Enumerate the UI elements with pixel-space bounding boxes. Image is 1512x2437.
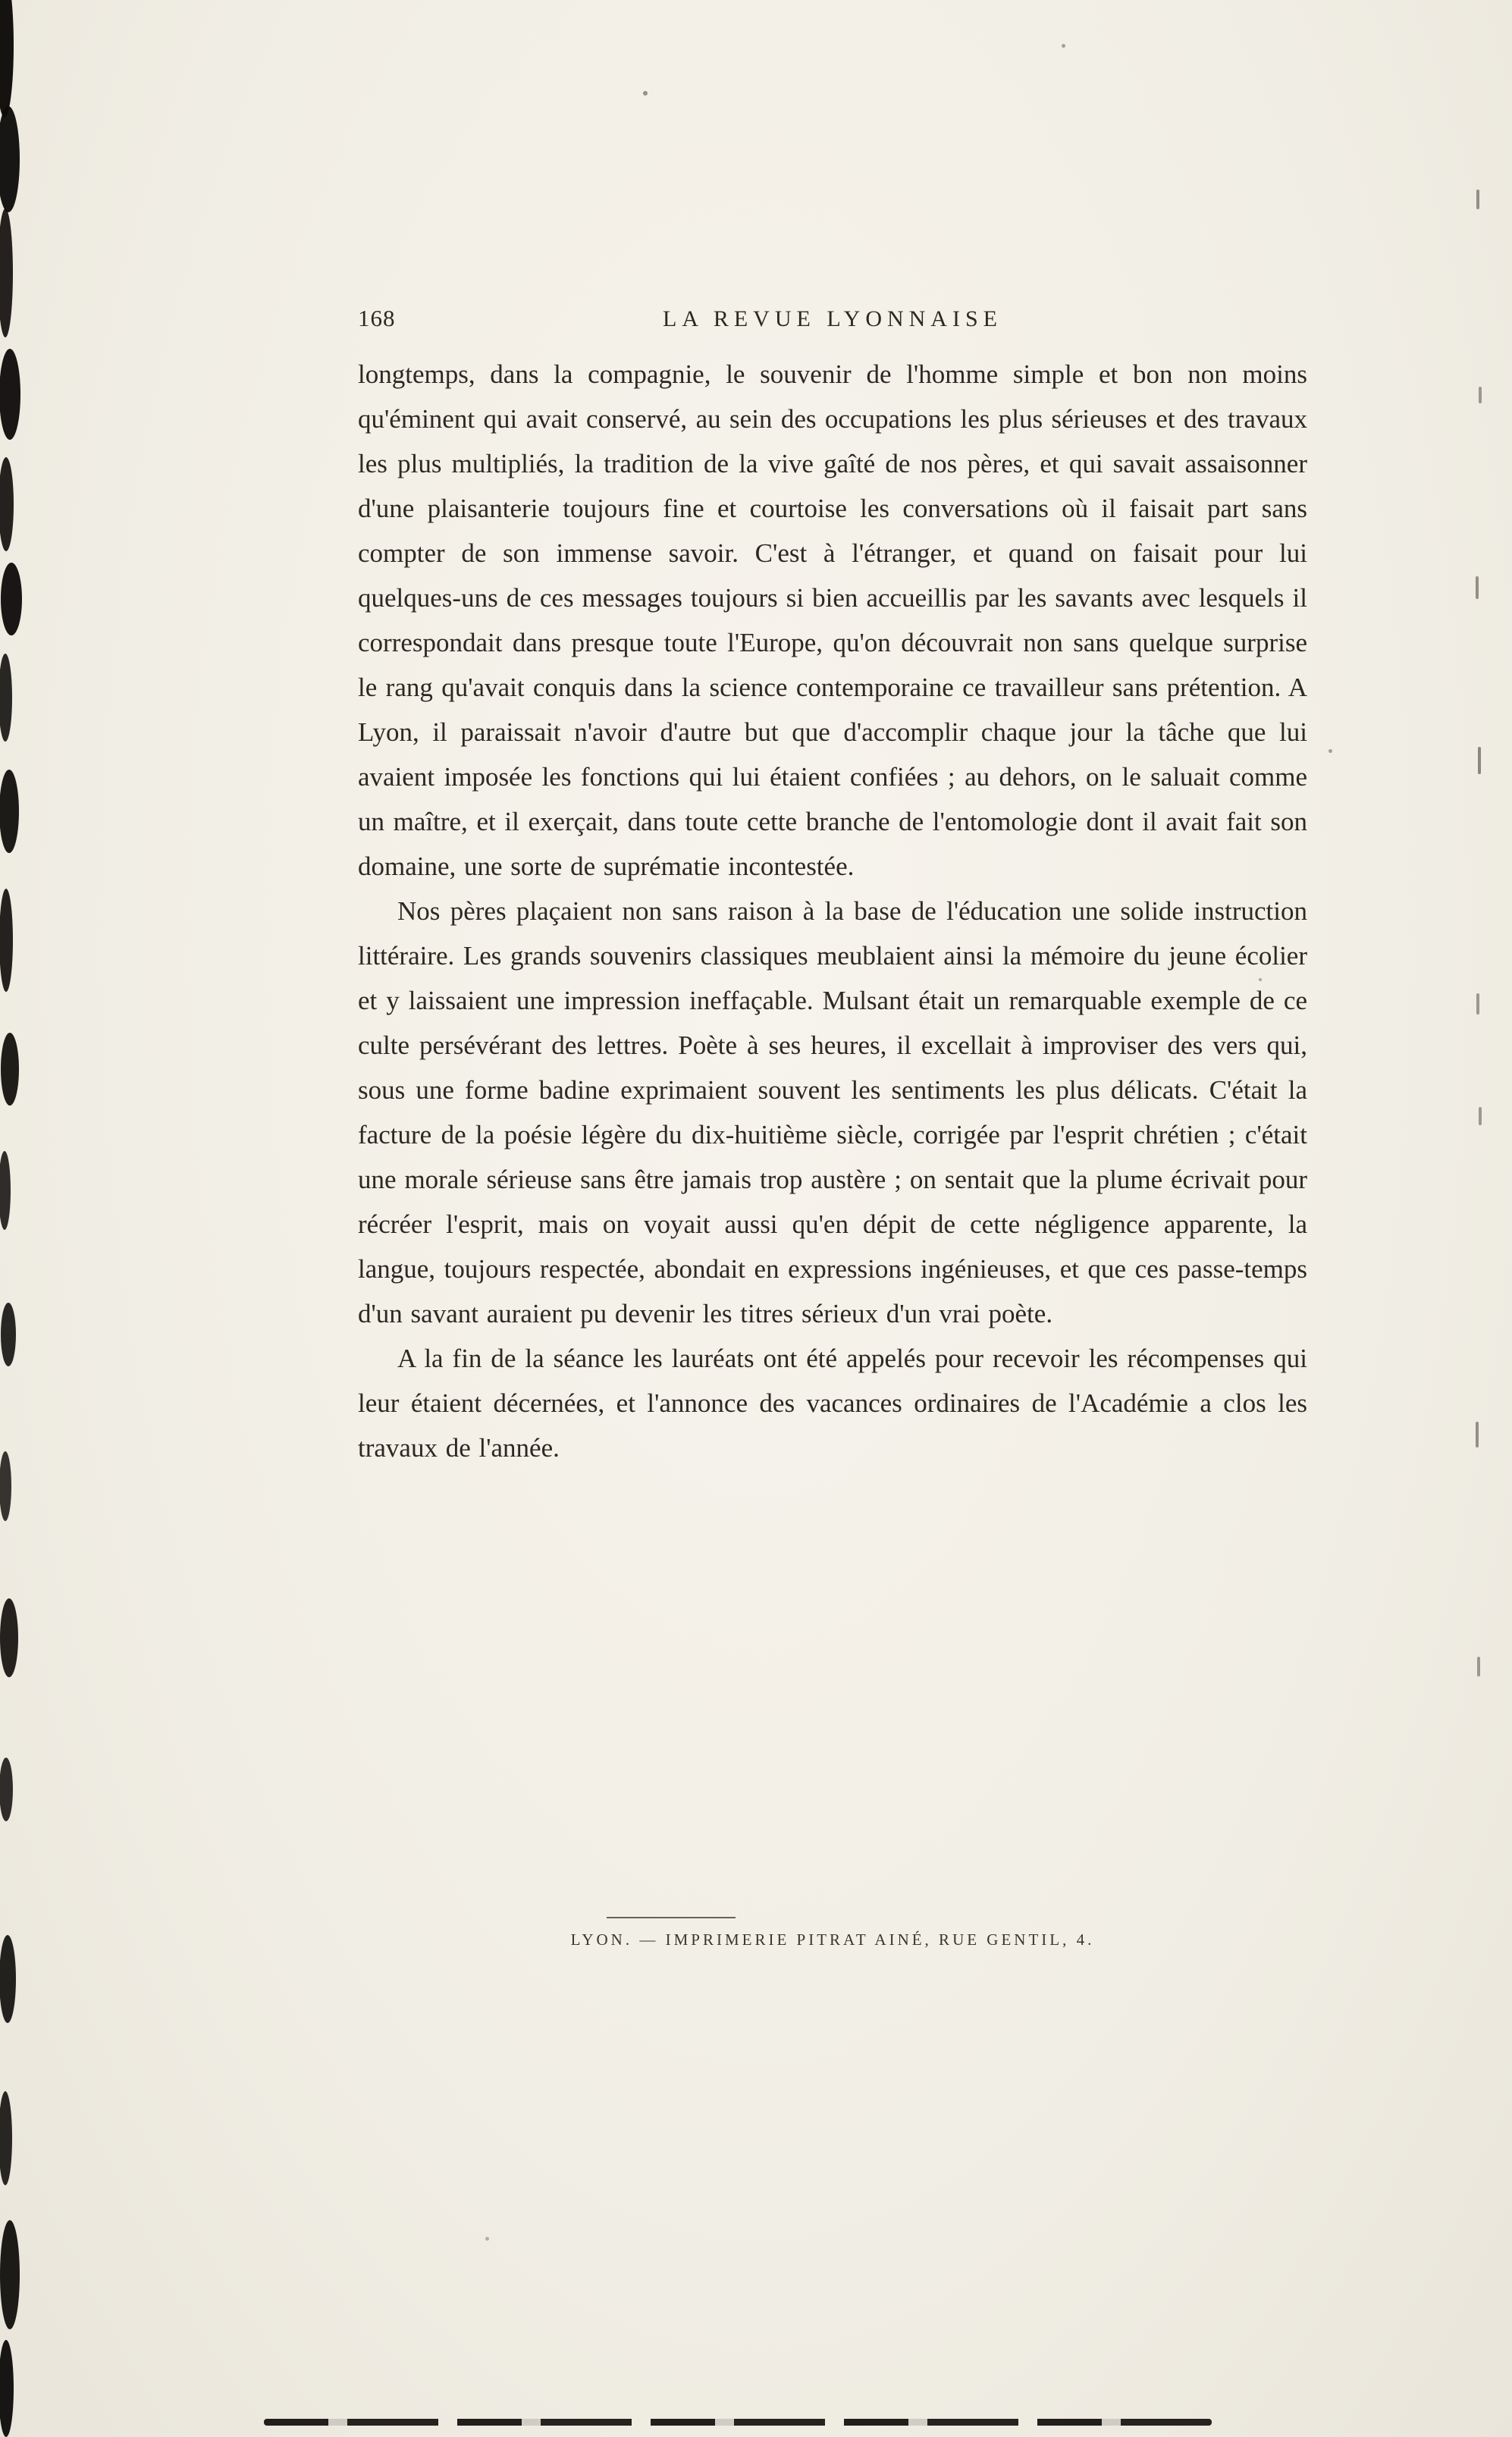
body-text <box>358 352 1307 1470</box>
scan-speck <box>1259 978 1262 981</box>
bottom-scan-streak <box>264 2419 1212 2426</box>
left-binding-ink-smudges <box>0 0 39 2437</box>
scan-mark <box>1478 747 1481 774</box>
scan-speck <box>1328 749 1332 753</box>
body-paragraph: A la fin de la séance les lauréats ont été appelés pour recevoir les récompenses qui leur étaient décernées, et l'annonce des vacances ordinaires de l'Académie a clos les travaux de l'année. <box>358 1344 1307 1463</box>
scan-speck <box>1062 44 1065 48</box>
scan-mark <box>1476 1422 1479 1447</box>
scan-mark <box>1477 1657 1480 1676</box>
scan-mark <box>1479 1107 1482 1125</box>
body-paragraph: Nos pères plaçaient non sans raison à la base de l'éducation une solide instruction littéraire. Les grands souvenirs classiques meublaient ainsi la mémoire du jeune écolier et y laissaient une impression ineffaçable. Mulsant était un remarquable exemple de ce culte persévérant des lettres. Poète à ses heures, il excellait à improviser des vers qui, sous une forme badine exprimaient souvent les sentiments les plus délicats. C'était la facture de la poésie légère du dix-huitième siècle, corrigée par l'esprit chrétien ; c'était une morale sérieuse sans être jamais trop austère ; on sentait que la plume écrivait pour récréer l'esprit, mais on voyait aussi qu'en dépit de cette négligence apparente, la langue, toujours respectée, abondait en expressions ingénieuses, et que ces passe-temps d'un savant auraient pu devenir les titres sérieux d'un vrai poète. <box>358 896 1307 1328</box>
running-head <box>358 305 1307 332</box>
scan-mark <box>1476 993 1479 1015</box>
imprint-rule <box>607 1917 736 1918</box>
running-head-title: LA REVUE LYONNAISE <box>663 306 1002 331</box>
printer-imprint: LYON. — IMPRIMERIE PITRAT AINÉ, RUE GENTIL, 4. <box>570 1930 1095 1949</box>
scan-mark <box>1479 387 1482 403</box>
scan-speck <box>643 91 648 96</box>
page-number: 168 <box>358 305 396 331</box>
scan-mark <box>1476 190 1479 209</box>
page-text-block <box>358 305 1307 1470</box>
body-paragraph: longtemps, dans la compagnie, le souvenir de l'homme simple et bon non moins qu'éminent qui avait conservé, au sein des occupations les plus sérieuses et des travaux les plus multipliés, la tradition de la vive gaîté de nos pères, et qui savait assaisonner d'une plaisanterie toujours fine et courtoise les conversations où il faisait part sans compter de son immense savoir. C'est à l'étranger, et quand on faisait pour lui quelques-uns de ces messages toujours si bien accueillis par les savants avec lesquels il correspondait dans presque toute l'Europe, qu'on découvrait non sans quelque surprise le rang qu'avait conquis dans la science contemporaine ce travailleur sans prétention. A Lyon, il paraissait n'avoir d'autre but que d'accomplir chaque jour la tâche que lui avaient imposée les fonctions qui lui étaient confiées ; au dehors, on le saluait comme un maître, et il exerçait, dans toute cette branche de l'entomologie dont il avait fait son domaine, une sorte de suprématie incontestée. <box>358 359 1307 881</box>
scan-speck <box>485 2237 489 2241</box>
scan-mark <box>1476 576 1479 599</box>
